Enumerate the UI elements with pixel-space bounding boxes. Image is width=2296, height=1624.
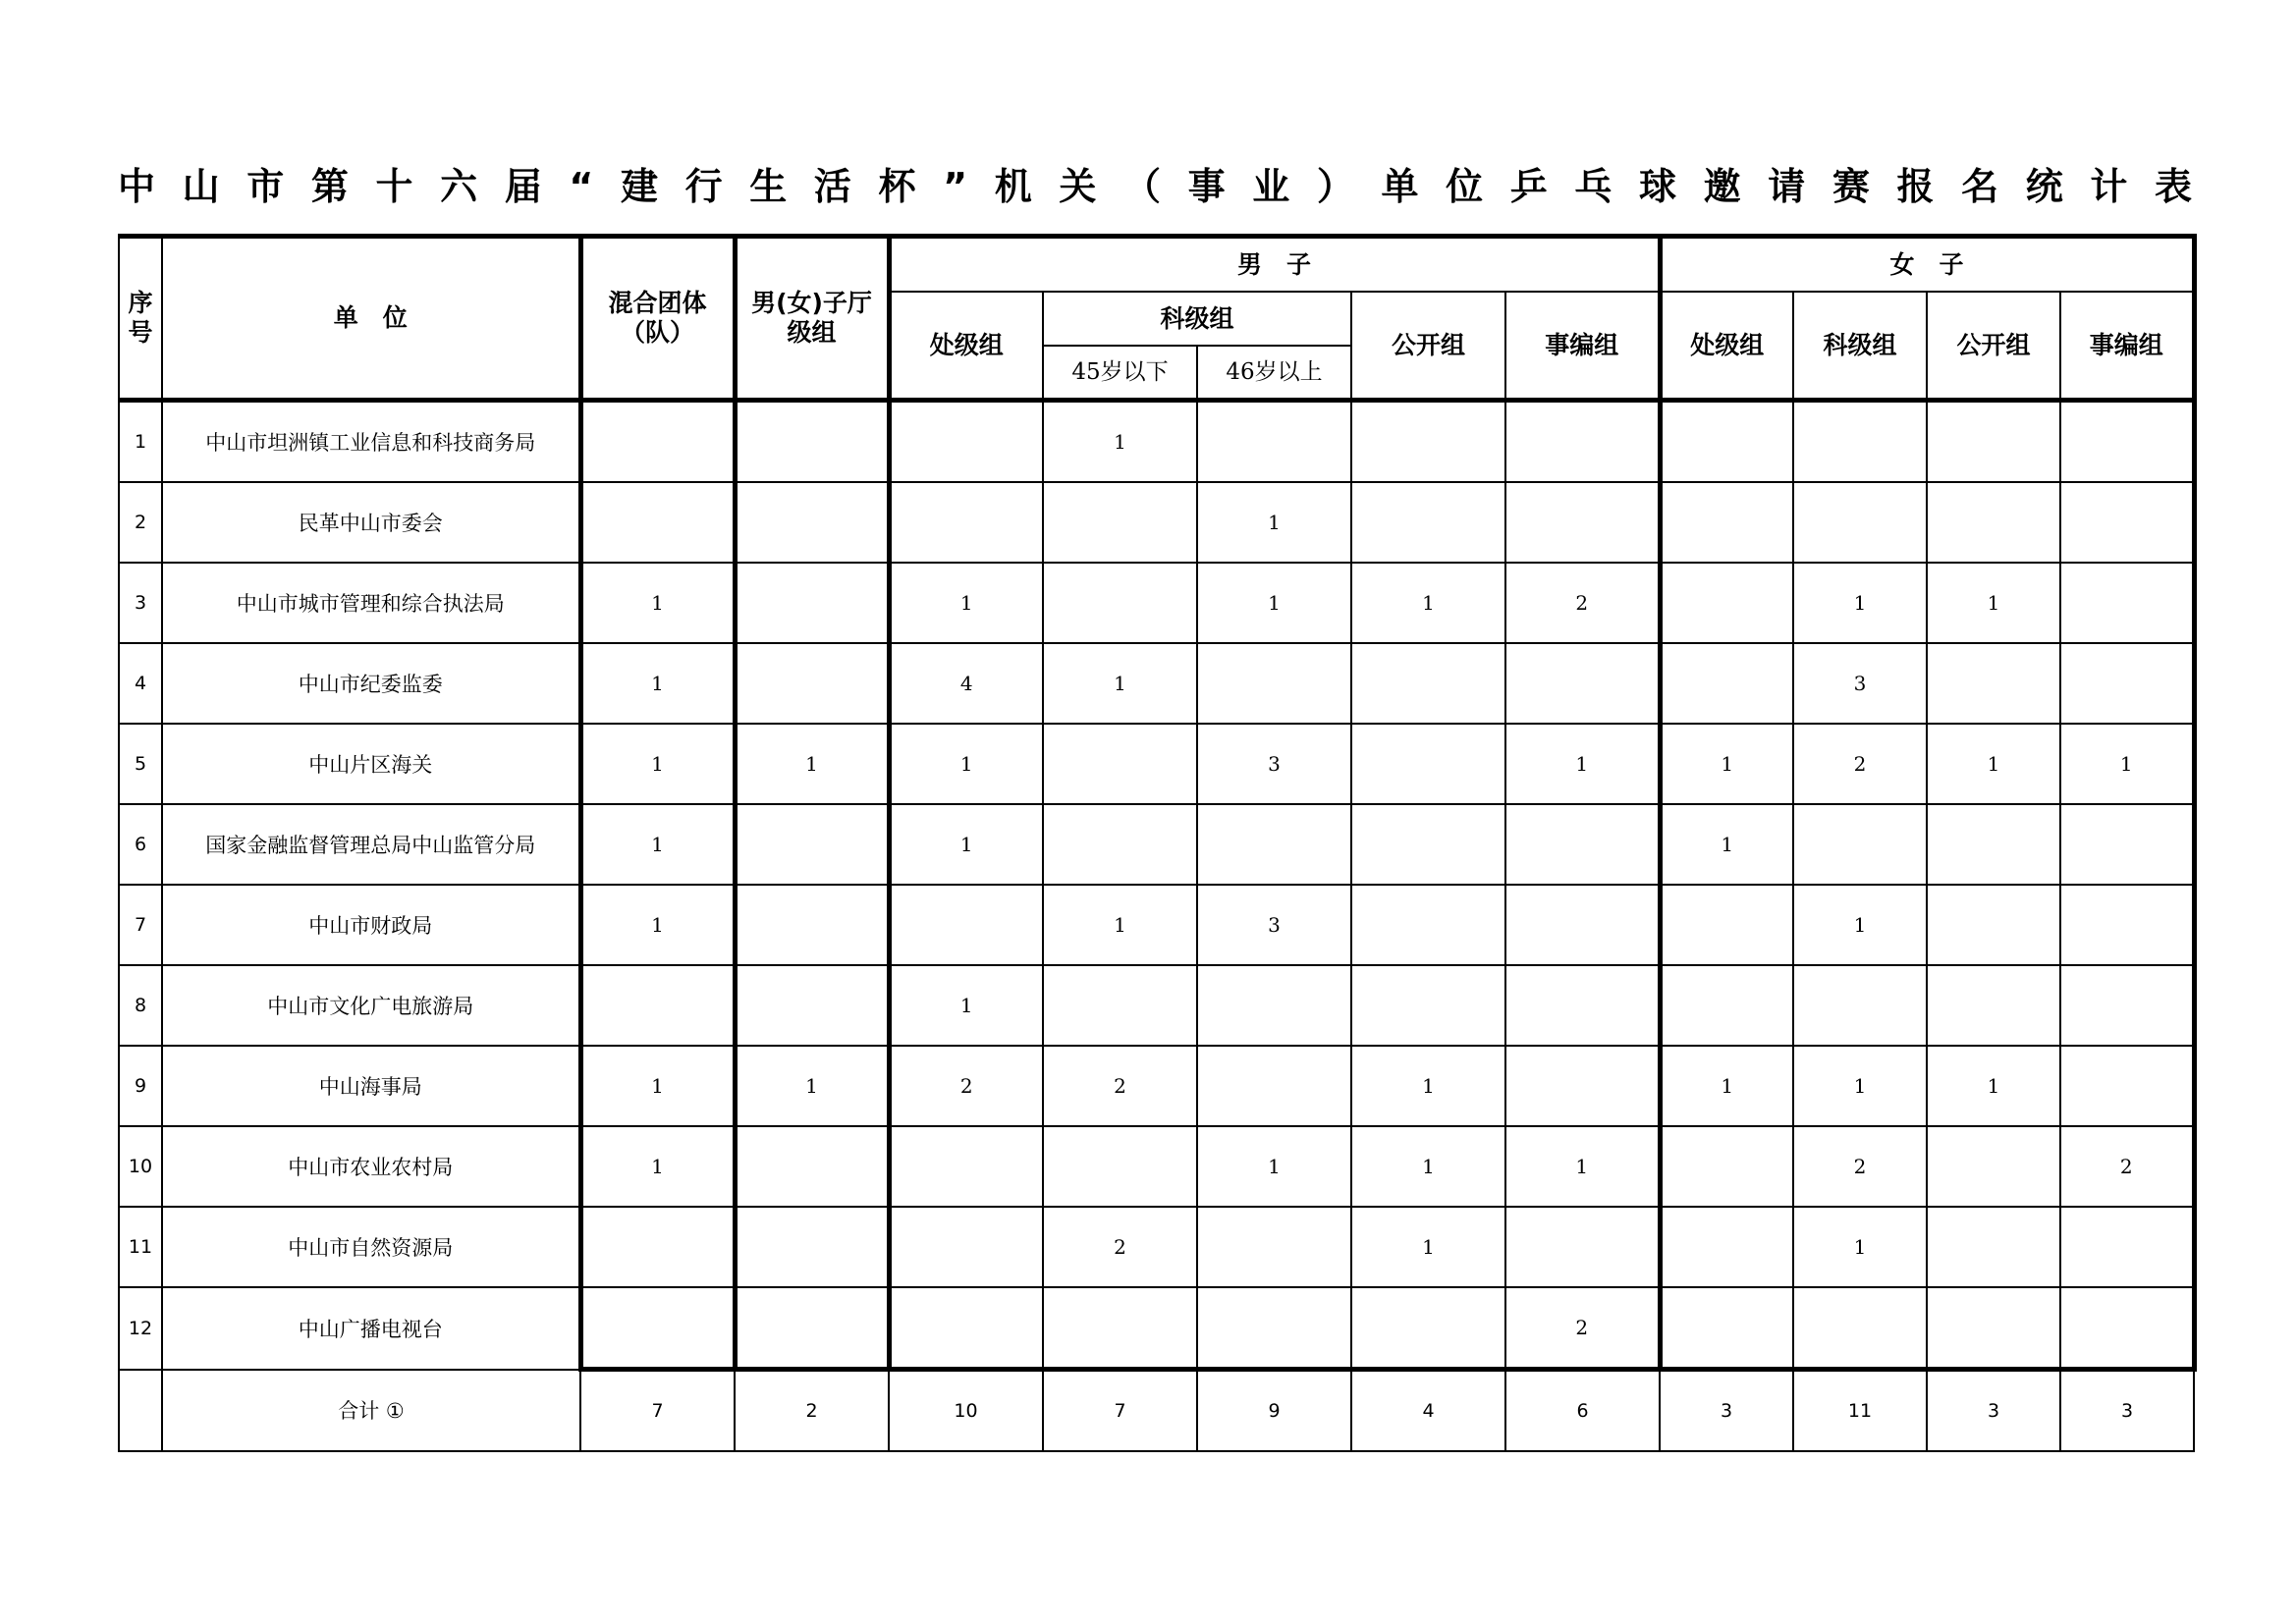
row-count-cell bbox=[1351, 482, 1505, 563]
row-number: 7 bbox=[119, 885, 162, 965]
row-unit-name: 国家金融监督管理总局中山监管分局 bbox=[162, 804, 580, 885]
row-count-cell bbox=[1793, 401, 1927, 483]
row-count-cell: 1 bbox=[580, 643, 735, 724]
row-count-cell bbox=[735, 965, 889, 1046]
row-count-cell bbox=[2060, 563, 2194, 643]
row-count-cell bbox=[1927, 885, 2060, 965]
row-count-cell: 1 bbox=[1351, 1207, 1505, 1287]
row-count-cell: 3 bbox=[1197, 885, 1351, 965]
total-row bbox=[119, 1370, 2194, 1452]
row-count-cell bbox=[889, 1287, 1043, 1370]
row-count-cell: 1 bbox=[580, 563, 735, 643]
row-number: 8 bbox=[119, 965, 162, 1046]
row-count-cell: 1 bbox=[889, 804, 1043, 885]
row-count-cell bbox=[1351, 965, 1505, 1046]
row-count-cell bbox=[1927, 643, 2060, 724]
row-count-cell bbox=[1043, 1126, 1197, 1207]
header-no: 序号 bbox=[119, 237, 162, 401]
row-number: 9 bbox=[119, 1046, 162, 1126]
table-row bbox=[119, 724, 2194, 804]
row-count-cell: 1 bbox=[1505, 1126, 1660, 1207]
table-row bbox=[119, 1207, 2194, 1287]
row-count-cell: 1 bbox=[1043, 401, 1197, 483]
row-count-cell: 1 bbox=[580, 804, 735, 885]
total-count-cell: 11 bbox=[1793, 1370, 1927, 1452]
row-count-cell bbox=[1043, 563, 1197, 643]
total-count-cell: 2 bbox=[735, 1370, 889, 1452]
header-unit: 单 位 bbox=[162, 237, 580, 401]
row-count-cell bbox=[1793, 1287, 1927, 1370]
row-count-cell bbox=[1197, 401, 1351, 483]
row-count-cell: 2 bbox=[1793, 1126, 1927, 1207]
row-number: 1 bbox=[119, 401, 162, 483]
header-men-ke-over46: 46岁以上 bbox=[1197, 346, 1351, 401]
row-unit-name: 中山市农业农村局 bbox=[162, 1126, 580, 1207]
row-unit-name: 中山市自然资源局 bbox=[162, 1207, 580, 1287]
row-count-cell bbox=[1043, 482, 1197, 563]
row-count-cell bbox=[1660, 643, 1793, 724]
row-count-cell bbox=[1927, 965, 2060, 1046]
row-count-cell bbox=[580, 482, 735, 563]
row-count-cell bbox=[2060, 1046, 2194, 1126]
row-count-cell bbox=[1505, 885, 1660, 965]
total-count-cell: 4 bbox=[1351, 1370, 1505, 1452]
row-count-cell bbox=[1660, 563, 1793, 643]
total-count-cell: 9 bbox=[1197, 1370, 1351, 1452]
row-unit-name: 民革中山市委会 bbox=[162, 482, 580, 563]
row-count-cell: 2 bbox=[1043, 1207, 1197, 1287]
row-count-cell bbox=[1660, 1287, 1793, 1370]
row-count-cell bbox=[2060, 1207, 2194, 1287]
row-number: 12 bbox=[119, 1287, 162, 1370]
header-women: 女 子 bbox=[1660, 237, 2194, 293]
row-count-cell: 1 bbox=[1927, 563, 2060, 643]
row-count-cell: 3 bbox=[1197, 724, 1351, 804]
row-count-cell: 1 bbox=[1793, 1207, 1927, 1287]
row-count-cell: 1 bbox=[1505, 724, 1660, 804]
row-count-cell bbox=[889, 1126, 1043, 1207]
row-count-cell bbox=[1197, 1287, 1351, 1370]
row-count-cell bbox=[1505, 804, 1660, 885]
row-count-cell bbox=[735, 563, 889, 643]
table-row bbox=[119, 1046, 2194, 1126]
row-count-cell bbox=[1505, 401, 1660, 483]
row-count-cell bbox=[1927, 482, 2060, 563]
total-count-cell: 7 bbox=[1043, 1370, 1197, 1452]
row-count-cell bbox=[735, 401, 889, 483]
row-count-cell bbox=[1197, 1207, 1351, 1287]
row-count-cell: 1 bbox=[580, 885, 735, 965]
row-count-cell bbox=[735, 885, 889, 965]
header-women-shibian: 事编组 bbox=[2060, 292, 2194, 401]
table-row bbox=[119, 401, 2194, 483]
row-count-cell: 2 bbox=[2060, 1126, 2194, 1207]
row-count-cell bbox=[735, 1126, 889, 1207]
table-row bbox=[119, 1126, 2194, 1207]
row-count-cell: 1 bbox=[889, 563, 1043, 643]
row-count-cell bbox=[1505, 965, 1660, 1046]
row-number: 2 bbox=[119, 482, 162, 563]
table-row bbox=[119, 563, 2194, 643]
row-count-cell: 2 bbox=[889, 1046, 1043, 1126]
row-number: 4 bbox=[119, 643, 162, 724]
row-count-cell bbox=[2060, 965, 2194, 1046]
table-row bbox=[119, 885, 2194, 965]
row-count-cell bbox=[1351, 1287, 1505, 1370]
total-count-cell: 6 bbox=[1505, 1370, 1660, 1452]
header-men-ke-under45: 45岁以下 bbox=[1043, 346, 1197, 401]
row-count-cell: 1 bbox=[1660, 1046, 1793, 1126]
total-count-cell: 3 bbox=[1660, 1370, 1793, 1452]
row-count-cell bbox=[1793, 804, 1927, 885]
row-count-cell bbox=[1043, 965, 1197, 1046]
row-count-cell bbox=[1505, 1046, 1660, 1126]
header-mixed-team: 混合团体（队） bbox=[580, 237, 735, 401]
row-count-cell: 3 bbox=[1793, 643, 1927, 724]
row-count-cell bbox=[1505, 643, 1660, 724]
header-men-shibian: 事编组 bbox=[1505, 292, 1660, 401]
row-count-cell bbox=[1505, 482, 1660, 563]
total-label: 合计 ① bbox=[162, 1370, 580, 1452]
row-count-cell bbox=[889, 401, 1043, 483]
row-unit-name: 中山海事局 bbox=[162, 1046, 580, 1126]
row-count-cell: 1 bbox=[735, 724, 889, 804]
row-count-cell bbox=[1197, 643, 1351, 724]
row-number: 6 bbox=[119, 804, 162, 885]
row-count-cell: 1 bbox=[889, 965, 1043, 1046]
row-count-cell: 1 bbox=[1351, 1046, 1505, 1126]
row-count-cell bbox=[889, 885, 1043, 965]
row-count-cell bbox=[1660, 482, 1793, 563]
row-count-cell bbox=[735, 1287, 889, 1370]
row-count-cell: 1 bbox=[735, 1046, 889, 1126]
header-women-ke: 科级组 bbox=[1793, 292, 1927, 401]
row-count-cell bbox=[2060, 885, 2194, 965]
row-count-cell bbox=[2060, 401, 2194, 483]
row-count-cell bbox=[1351, 724, 1505, 804]
total-count-cell: 10 bbox=[889, 1370, 1043, 1452]
row-count-cell bbox=[1660, 965, 1793, 1046]
row-count-cell bbox=[2060, 1287, 2194, 1370]
row-count-cell bbox=[580, 965, 735, 1046]
header-men-ke: 科级组 bbox=[1043, 292, 1351, 346]
row-count-cell bbox=[1927, 804, 2060, 885]
row-unit-name: 中山市城市管理和综合执法局 bbox=[162, 563, 580, 643]
row-count-cell: 1 bbox=[1043, 885, 1197, 965]
row-unit-name: 中山广播电视台 bbox=[162, 1287, 580, 1370]
row-count-cell: 4 bbox=[889, 643, 1043, 724]
row-count-cell bbox=[1351, 804, 1505, 885]
row-count-cell: 2 bbox=[1043, 1046, 1197, 1126]
header-men: 男 子 bbox=[889, 237, 1660, 293]
row-count-cell bbox=[1793, 482, 1927, 563]
row-count-cell bbox=[1660, 1126, 1793, 1207]
row-count-cell bbox=[2060, 643, 2194, 724]
row-count-cell: 1 bbox=[1197, 1126, 1351, 1207]
row-count-cell bbox=[1927, 1126, 2060, 1207]
row-count-cell: 1 bbox=[580, 724, 735, 804]
row-count-cell: 1 bbox=[1793, 885, 1927, 965]
row-unit-name: 中山市财政局 bbox=[162, 885, 580, 965]
row-count-cell bbox=[1043, 804, 1197, 885]
row-count-cell bbox=[2060, 804, 2194, 885]
row-number: 5 bbox=[119, 724, 162, 804]
row-count-cell bbox=[580, 401, 735, 483]
row-count-cell bbox=[2060, 482, 2194, 563]
row-count-cell bbox=[735, 804, 889, 885]
row-count-cell: 2 bbox=[1505, 563, 1660, 643]
row-count-cell bbox=[889, 1207, 1043, 1287]
row-count-cell bbox=[1197, 1046, 1351, 1126]
total-count-cell: 3 bbox=[2060, 1370, 2194, 1452]
row-count-cell: 1 bbox=[2060, 724, 2194, 804]
page-title: 中山市第十六届“建行生活杯”机关（事业）单位乒乓球邀请赛报名统计表 bbox=[118, 165, 2192, 208]
row-count-cell bbox=[1927, 1287, 2060, 1370]
row-count-cell: 1 bbox=[1927, 724, 2060, 804]
row-unit-name: 中山市坦洲镇工业信息和科技商务局 bbox=[162, 401, 580, 483]
row-count-cell: 1 bbox=[1793, 563, 1927, 643]
row-count-cell bbox=[580, 1207, 735, 1287]
row-count-cell bbox=[1351, 401, 1505, 483]
row-count-cell: 1 bbox=[889, 724, 1043, 804]
table-row bbox=[119, 482, 2194, 563]
header-men-public: 公开组 bbox=[1351, 292, 1505, 401]
row-count-cell: 1 bbox=[1043, 643, 1197, 724]
row-count-cell: 2 bbox=[1793, 724, 1927, 804]
row-count-cell bbox=[1043, 1287, 1197, 1370]
row-count-cell: 1 bbox=[580, 1126, 735, 1207]
table-row bbox=[119, 804, 2194, 885]
row-count-cell: 2 bbox=[1505, 1287, 1660, 1370]
total-count-cell: 3 bbox=[1927, 1370, 2060, 1452]
row-count-cell: 1 bbox=[1197, 563, 1351, 643]
row-count-cell: 1 bbox=[580, 1046, 735, 1126]
row-count-cell bbox=[1197, 804, 1351, 885]
row-number: 11 bbox=[119, 1207, 162, 1287]
total-row-number bbox=[119, 1370, 162, 1452]
row-count-cell bbox=[889, 482, 1043, 563]
row-unit-name: 中山市纪委监委 bbox=[162, 643, 580, 724]
total-count-cell: 7 bbox=[580, 1370, 735, 1452]
row-count-cell bbox=[1927, 1207, 2060, 1287]
row-count-cell bbox=[1043, 724, 1197, 804]
row-count-cell bbox=[1351, 885, 1505, 965]
row-number: 3 bbox=[119, 563, 162, 643]
row-count-cell: 1 bbox=[1660, 804, 1793, 885]
header-women-public: 公开组 bbox=[1927, 292, 2060, 401]
row-unit-name: 中山市文化广电旅游局 bbox=[162, 965, 580, 1046]
header-women-chu: 处级组 bbox=[1660, 292, 1793, 401]
row-count-cell bbox=[735, 1207, 889, 1287]
table-row bbox=[119, 643, 2194, 724]
row-count-cell bbox=[1660, 1207, 1793, 1287]
row-count-cell: 1 bbox=[1351, 1126, 1505, 1207]
table-row bbox=[119, 1287, 2194, 1370]
row-count-cell bbox=[1660, 401, 1793, 483]
table-row bbox=[119, 965, 2194, 1046]
row-count-cell: 1 bbox=[1793, 1046, 1927, 1126]
row-count-cell bbox=[1197, 965, 1351, 1046]
row-count-cell bbox=[735, 482, 889, 563]
row-count-cell bbox=[580, 1287, 735, 1370]
registration-stats-table bbox=[118, 234, 2197, 1452]
row-count-cell: 1 bbox=[1927, 1046, 2060, 1126]
row-number: 10 bbox=[119, 1126, 162, 1207]
row-count-cell bbox=[1793, 965, 1927, 1046]
row-count-cell: 1 bbox=[1197, 482, 1351, 563]
row-count-cell: 1 bbox=[1660, 724, 1793, 804]
row-count-cell bbox=[1505, 1207, 1660, 1287]
row-count-cell bbox=[735, 643, 889, 724]
row-count-cell bbox=[1660, 885, 1793, 965]
row-count-cell bbox=[1927, 401, 2060, 483]
header-hall-level: 男(女)子厅级组 bbox=[735, 237, 889, 401]
header-men-chu: 处级组 bbox=[889, 292, 1043, 401]
row-count-cell: 1 bbox=[1351, 563, 1505, 643]
row-unit-name: 中山片区海关 bbox=[162, 724, 580, 804]
row-count-cell bbox=[1351, 643, 1505, 724]
